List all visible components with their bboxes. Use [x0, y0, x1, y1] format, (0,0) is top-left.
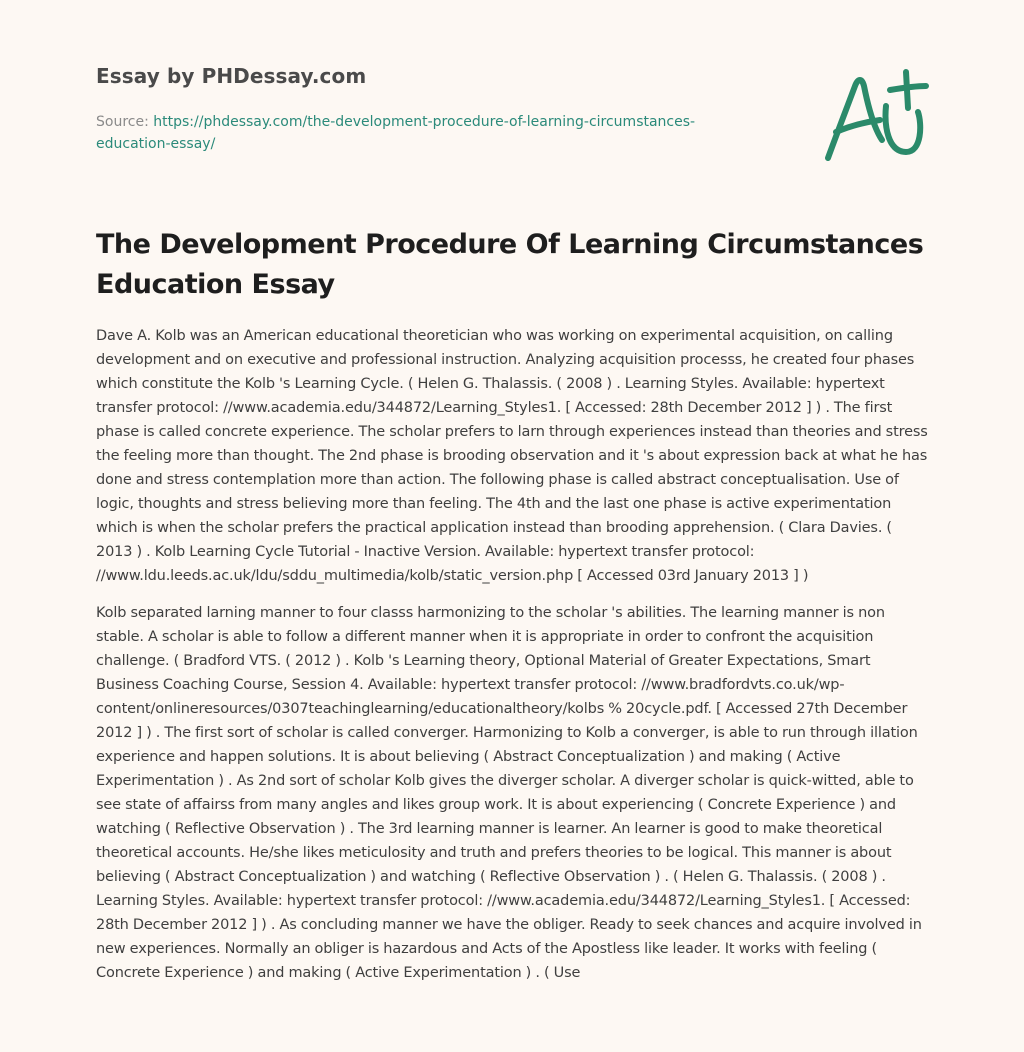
source-link[interactable]: https://phdessay.com/the-development-procedure-of-learning-circumstances-education-essay/ — [96, 114, 696, 152]
essay-title: The Development Procedure Of Learning Circumstances Education Essay — [96, 229, 924, 300]
essay-paragraph: Kolb separated larning manner to four classs harmonizing to the scholar 's abilities. The learning manner is non stable. A scholar is able to follow a different manner when it is appropriate in order to confront the acquisition challenge. ( Bradford VTS. ( 2012 ) . Kolb 's Learning theory, Optional Material of Greater Expectations, Smart Business Coaching Course, Session 4. Available: hypertext transfer protocol: //www.bradfordvts.co.uk/wp-content/onlineresources/0307teachinglearning/educationaltheory/kolbs % 20cycle.pdf. [ Accessed 27th December 2012 ] ) . The first sort of scholar is called converger. Harmonizing to Kolb a converger, is able to run through illation experience and happen solutions. It is about believing ( Abstract Conceptualization ) and making ( Active Experimentation ) . As 2nd sort of scholar Kolb gives the diverger scholar. A diverger scholar is quick-witted, able to see state of affairss from many angles and likes group work. It is about experiencing ( Concrete Experience ) and watching ( Reflective Observation ) . The 3rd learning manner is learner. An learner is good to make theoretical theoretical accounts. He/she likes meticulosity and truth and prefers theories to be logical. This manner is about believing ( Abstract Conceptualization ) and watching ( Reflective Observation ) . ( Helen G. Thalassis. ( 2008 ) . Learning Styles. Available: hypertext transfer protocol: //www.academia.edu/344872/Learning_Styles1. [ Accessed: 28th December 2012 ] ) . As concluding manner we have the obliger. Ready to seek chances and acquire involved in new experiences. Normally an obliger is hazardous and Acts of the Apostless like leader. It works with feeling ( Concrete Experience ) and making ( Active Experimentation ) . ( Use — [96, 605, 922, 981]
essay-body — [96, 324, 928, 998]
a-plus-logo — [822, 66, 932, 166]
essay-paragraph: Dave A. Kolb was an American educational theoretician who was working on experimental acquisition, on calling development and on executive and professional instruction. Analyzing acquisition processs, he created four phases which constitute the Kolb 's Learning Cycle. ( Helen G. Thalassis. ( 2008 ) . Learning Styles. Available: hypertext transfer protocol: //www.academia.edu/344872/Learning_Styles1. [ Accessed: 28th December 2012 ] ) . The first phase is called concrete experience. The scholar prefers to larn through experiences instead than theories and stress the feeling more than thought. The 2nd phase is brooding observation and it 's about expression back at what he has done and stress contemplation more than action. The following phase is called abstract conceptualisation. Use of logic, thoughts and stress believing more than feeling. The 4th and the last one phase is active experimentation which is when the scholar prefers the practical application instead than brooding apprehension. ( Clara Davies. ( 2013 ) . Kolb Learning Cycle Tutorial - Inactive Version. Available: hypertext transfer protocol: //www.ldu.leeds.ac.uk/ldu/sddu_multimedia/kolb/static_version.php [ Accessed 03rd January 2013 ] ) — [96, 328, 928, 584]
source-line — [96, 111, 756, 155]
source-label: Source: — [96, 114, 149, 130]
a-plus-logo-icon — [822, 66, 932, 166]
site-brand: Essay by PHDessay.com — [96, 64, 367, 88]
